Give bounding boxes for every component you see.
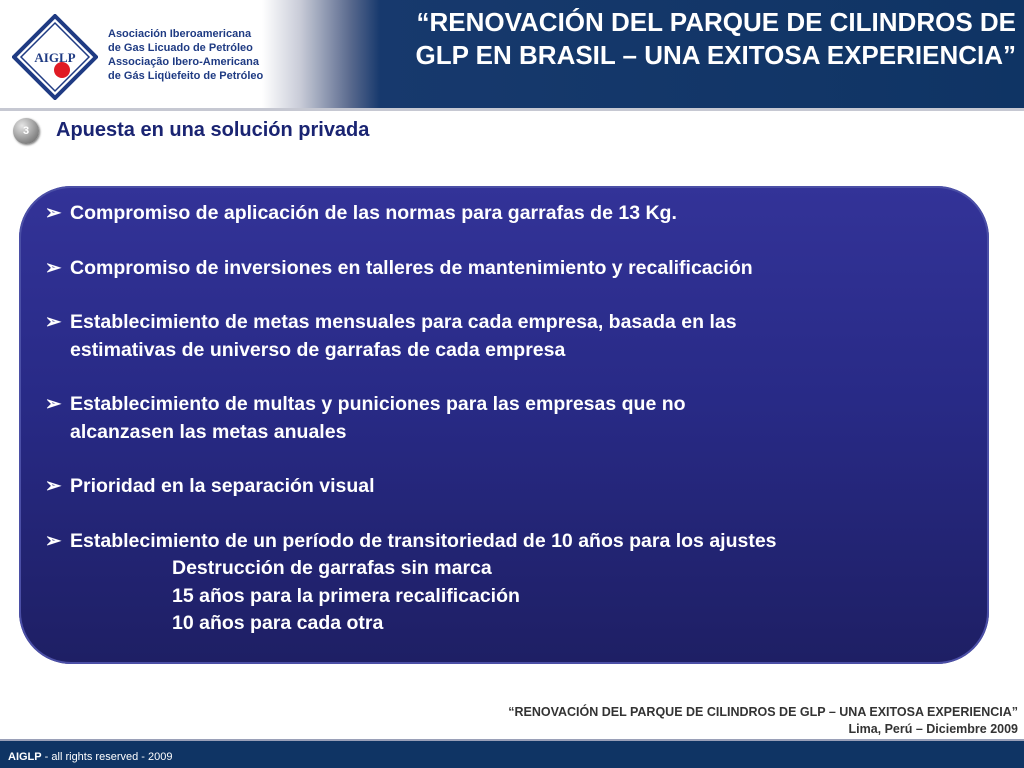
bullet-text-line: Compromiso de aplicación de las normas para garrafas de 13 Kg. <box>70 202 677 224</box>
bullet-text-line: Establecimiento de metas mensuales para cada empresa, basada en las <box>70 311 737 333</box>
bullet-item <box>45 200 970 228</box>
slide-title <box>340 6 1016 72</box>
org-line: de Gas Licuado de Petróleo <box>108 42 253 54</box>
slide-title-line: “RENOVACIÓN DEL PARQUE DE CILINDROS DE <box>416 7 1016 37</box>
arrow-bullet-icon: ➢ <box>45 202 62 224</box>
bullet-text-line: Prioridad en la separación visual <box>70 475 375 497</box>
bullet-text-line: Establecimiento de un período de transitoriedad de 10 años para los ajustes <box>70 529 777 552</box>
arrow-bullet-icon: ➢ <box>45 475 62 497</box>
org-line: de Gás Liqüefeito de Petróleo <box>108 70 264 82</box>
bullet-text-line: Compromiso de inversiones en talleres de mantenimiento y recalificación <box>70 256 753 279</box>
footer-bar <box>0 739 1024 768</box>
arrow-bullet-icon: ➢ <box>45 529 62 552</box>
bullet-item <box>45 255 970 283</box>
arrow-bullet-icon: ➢ <box>45 256 62 279</box>
sub-item: Destrucción de garrafas sin marca <box>172 557 492 579</box>
header-bar <box>0 0 1024 110</box>
sub-item: 10 años para cada otra <box>172 612 384 634</box>
bullet-item <box>45 309 970 364</box>
footer-location-date: Lima, Perú – Diciembre 2009 <box>848 722 1018 736</box>
bullet-text-line: alcanzasen las metas anuales <box>70 420 347 443</box>
header-divider <box>0 108 1024 111</box>
arrow-bullet-icon: ➢ <box>45 311 62 333</box>
org-line: Asociación Iberoamericana <box>108 28 252 40</box>
bullet-text-line: estimativas de universo de garrafas de cada empresa <box>70 338 566 361</box>
arrow-bullet-icon: ➢ <box>45 393 62 415</box>
content-panel <box>19 186 989 664</box>
org-line: Associação Ibero-Americana <box>108 56 260 68</box>
section-title: Apuesta en una solución privada <box>56 119 370 141</box>
footer-brand: AIGLP <box>8 751 42 763</box>
slide-title-line: GLP EN BRASIL – UNA EXITOSA EXPERIENCIA” <box>415 40 1016 70</box>
logo-text: AIGLP <box>34 50 76 65</box>
aiglp-logo-icon <box>12 14 98 100</box>
sub-item: 15 años para la primera recalificación <box>172 584 520 607</box>
footer-title: “RENOVACIÓN DEL PARQUE DE CILINDROS DE GLP – UNA EXITOSA EXPERIENCIA” <box>508 705 1018 719</box>
bullet-item <box>45 391 970 446</box>
footer-rights: - all rights reserved - 2009 <box>41 751 173 763</box>
bullet-item <box>45 528 970 638</box>
copyright-notice <box>8 751 172 763</box>
bullet-list <box>45 200 970 665</box>
section-number-badge: 3 <box>13 118 39 144</box>
bullet-text-line: Establecimiento de multas y puniciones para las empresas que no <box>70 393 686 415</box>
bullet-item <box>45 473 970 501</box>
organization-name <box>108 27 263 83</box>
